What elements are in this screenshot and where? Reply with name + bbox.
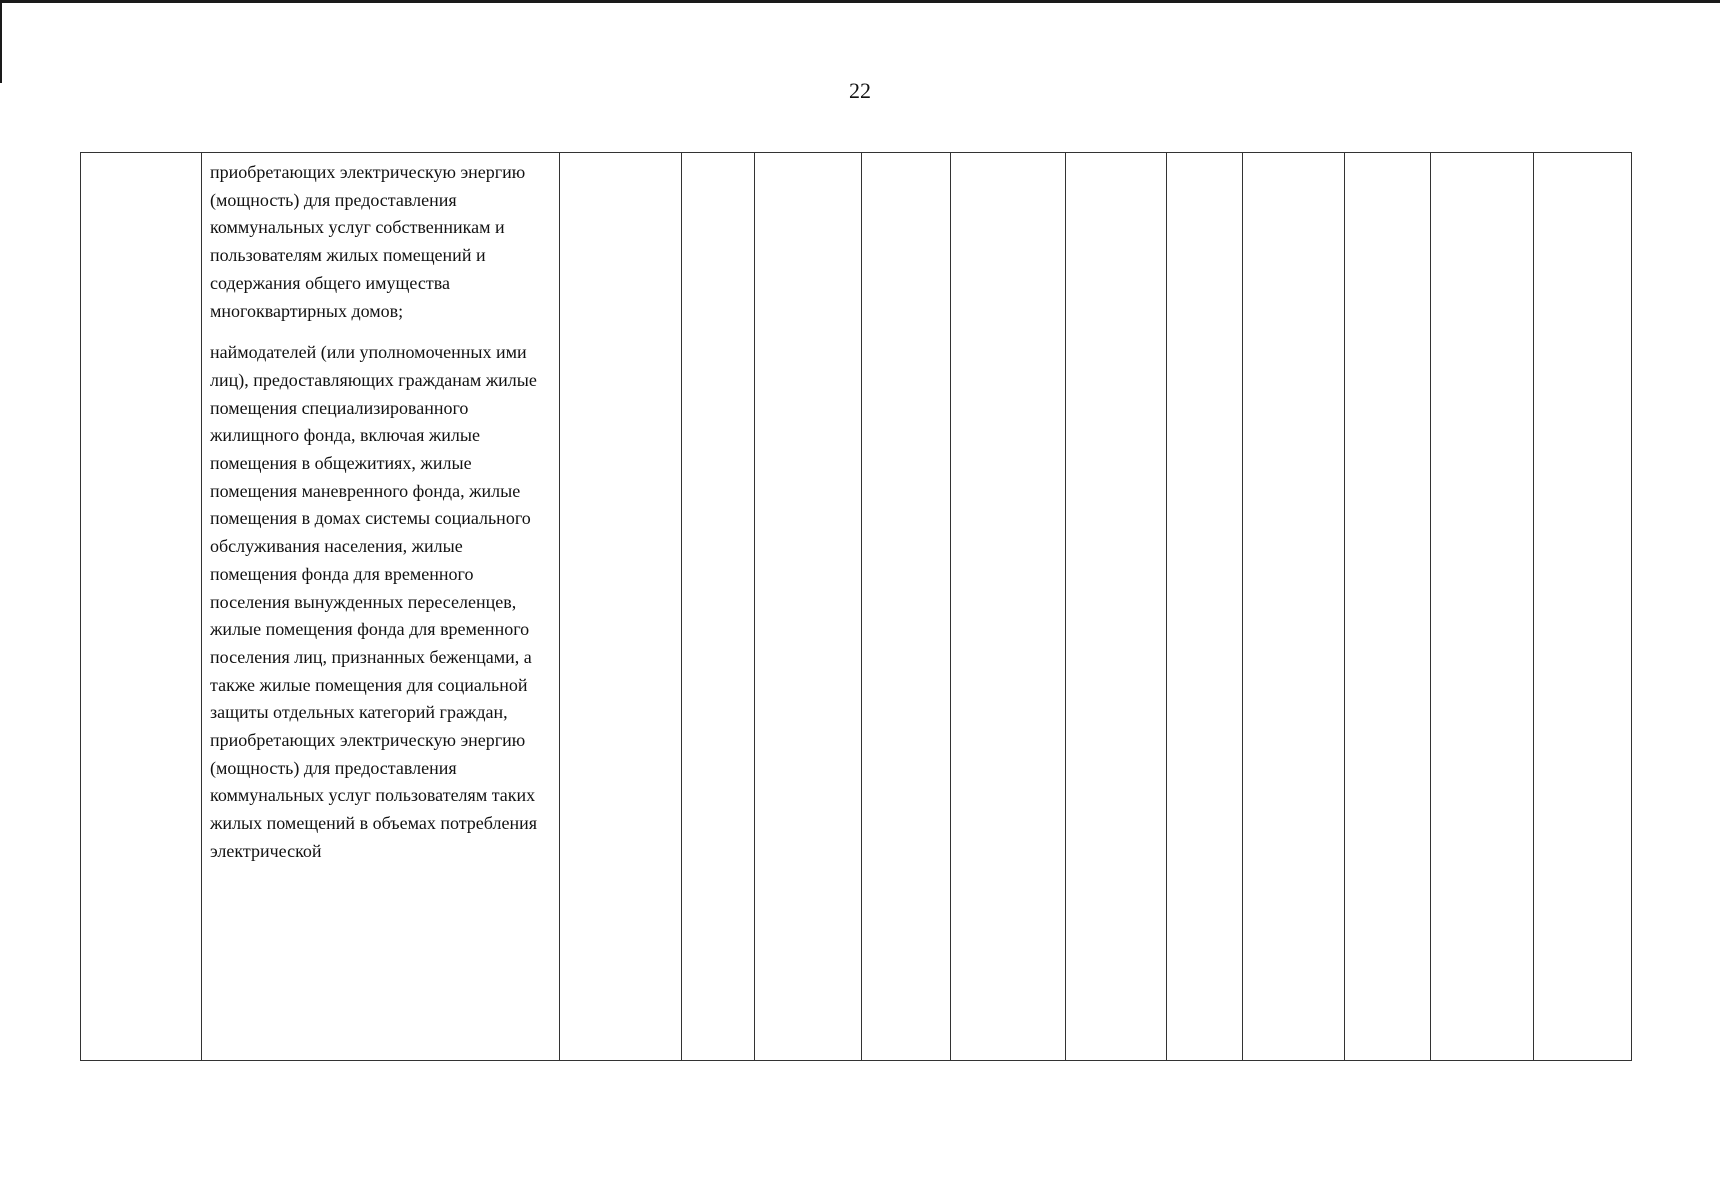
empty-cell <box>862 153 951 1061</box>
empty-cell <box>1167 153 1243 1061</box>
page-number: 22 <box>849 78 871 103</box>
empty-cell <box>560 153 682 1061</box>
scan-border-top <box>0 0 1720 3</box>
empty-cell <box>682 153 755 1061</box>
table-row <box>81 153 1632 1061</box>
description-paragraph: приобретающих электрическую энергию (мощность) для предоставления коммунальных услуг собственникам и пользователям жилых помещений и содержания общего имущества многоквартирных домов; <box>210 162 526 321</box>
empty-cell <box>1243 153 1345 1061</box>
description-cell <box>202 153 560 1061</box>
empty-cell <box>1345 153 1431 1061</box>
empty-cell <box>1534 153 1632 1061</box>
tariff-table <box>80 152 1632 1061</box>
empty-cell <box>1431 153 1534 1061</box>
empty-cell <box>951 153 1066 1061</box>
scan-border-left <box>0 0 2 83</box>
empty-cell <box>755 153 862 1061</box>
row-number-cell <box>81 153 202 1061</box>
description-paragraph: наймодателей (или уполномоченных ими лиц), предоставляющих гражданам жилые помещения специализированного жилищного фонда, включая жилые помещения в общежитиях, жилые помещения маневренного фонда, жилые помещения в домах системы социального обслуживания населения, жилые помещения фонда для временного поселения вынужденных переселенцев, жилые помещения фонда для временного поселения лиц, признанных беженцами, а также жилые помещения для социальной защиты отдельных категорий граждан, приобретающих электрическую энергию (мощность) для предоставления коммунальных услуг пользователям таких жилых помещений в объемах потребления электрической <box>210 342 538 861</box>
empty-cell <box>1066 153 1167 1061</box>
